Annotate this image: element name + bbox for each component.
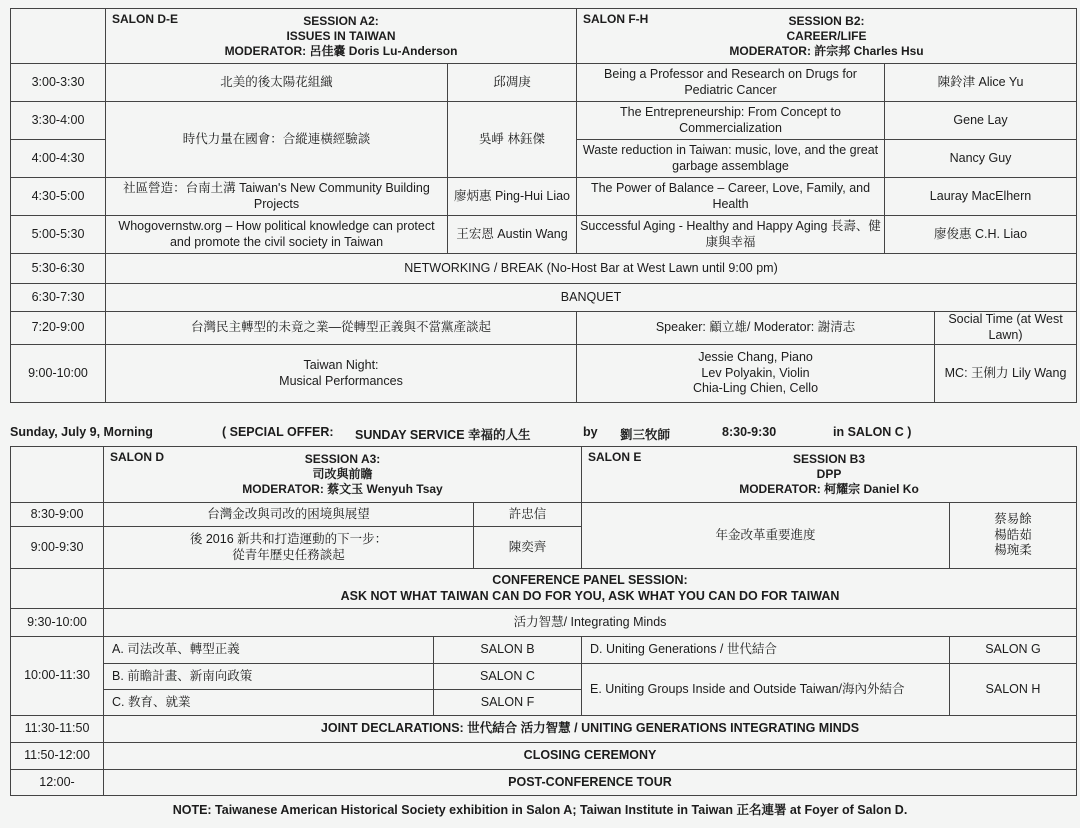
banquet-text: BANQUET [106,284,1077,312]
table-row [11,284,1077,312]
dinner-talk-speaker: Speaker: 顧立雄/ Moderator: 謝清志 [577,312,935,345]
session-a3-header [104,447,582,503]
mc-cell: MC: 王俐力 Lily Wang [935,345,1077,403]
table-row [11,664,1077,690]
closing-ceremony: CLOSING CEREMONY [104,743,1077,770]
a3-topic [104,527,474,569]
b2-topic: Waste reduction in Taiwan: music, love, and the great garbage assemblage [577,140,885,178]
b2-topic: Successful Aging - Healthy and Happy Aging 長壽、健康與幸福 [577,216,885,254]
b2-topic: The Entrepreneurship: From Concept to Commercialization [577,102,885,140]
session-b3-salon: SALON E [588,450,642,464]
b3-speaker: 楊皓茹 [994,527,1032,542]
service-time-box [722,425,776,439]
b3-topic: 年金改革重要進度 [582,503,950,569]
session-b3-title: DPP [816,467,842,481]
b2-topic: The Power of Balance – Career, Love, Family, and Health [577,178,885,216]
time-cell: 9:30-10:00 [11,609,104,637]
time-cell: 4:30-5:00 [11,178,106,216]
breakout-topic: E. Uniting Groups Inside and Outside Taiwan/海內外結合 [582,664,950,716]
time-cell: 3:30-4:00 [11,102,106,140]
a2-topic: 社區營造：台南土溝 Taiwan's New Community Building Projects [106,178,448,216]
session-b2-moderator: MODERATOR: 許宗邦 Charles Hsu [729,43,924,58]
session-a2-label: SESSION A2: [303,13,379,28]
special-offer [222,425,334,439]
time-cell: 7:20-9:00 [11,312,106,345]
table-row [11,64,1077,102]
b2-speaker: 陳鈴津 Alice Yu [885,64,1077,102]
a3-topic-line: 從青年歷史任務談起 [232,547,345,562]
service-label: SUNDAY SERVICE 幸福的人生 [355,428,531,442]
breakout-topic: D. Uniting Generations / 世代結合 [582,637,950,664]
table-row [11,102,1077,140]
b3-speakers [950,503,1077,569]
time-cell: 9:00-10:00 [11,345,106,403]
taiwan-night-title: Taiwan Night: [303,357,379,372]
a2-speaker: 王宏恩 Austin Wang [448,216,577,254]
table-row [11,637,1077,664]
a2-speaker: 吳崢 林鈺傑 [448,102,577,178]
performer: Lev Polyakin, Violin [701,365,810,380]
table-row [11,716,1077,743]
breakout-room: SALON B [434,637,582,664]
breakout-topic: B. 前瞻計畫、新南向政策 [104,664,434,690]
a2-topic: Whogovernstw.org – How political knowledge can protect and promote the civil society in Taiwan [106,216,448,254]
a3-speaker: 許忠信 [474,503,582,527]
b2-speaker: Gene Lay [885,102,1077,140]
time-cell: 9:00-9:30 [11,527,104,569]
time-cell: 11:30-11:50 [11,716,104,743]
taiwan-night-subtitle: Musical Performances [279,373,403,388]
b3-speaker: 楊琬柔 [994,543,1032,558]
taiwan-night [106,345,577,403]
a3-topic: 台灣金改與司改的困境與展望 [104,503,474,527]
a3-topic-line: 後 2016 新共和打造運動的下一步： [189,531,388,546]
integrating-minds: 活力智慧/ Integrating Minds [104,609,1077,637]
a2-speaker: 廖炳惠 Ping-Hui Liao [448,178,577,216]
time-cell: 8:30-9:00 [11,503,104,527]
pastor-box [620,425,670,443]
saturday-schedule-table [10,8,1077,403]
table-row [11,178,1077,216]
session-a2-title: ISSUES IN TAIWAN [286,28,396,43]
performers [577,345,935,403]
breakout-room: SALON F [434,690,582,716]
time-cell: 6:30-7:30 [11,284,106,312]
b3-speaker: 蔡易餘 [994,512,1032,527]
table-row [11,503,1077,527]
time-cell: 3:00-3:30 [11,64,106,102]
session-b2-header [577,9,1077,64]
session-b2-salon: SALON F-H [583,12,649,26]
session-b2-label: SESSION B2: [788,13,865,28]
session-a2-moderator: MODERATOR: 呂佳嚢 Doris Lu-Anderson [224,43,458,58]
session-a3-title: 司改與前瞻 [312,467,373,481]
b2-speaker: 廖俊惠 C.H. Liao [885,216,1077,254]
table-row [11,216,1077,254]
networking-text: NETWORKING / BREAK (No-Host Bar at West Lawn until 9:00 pm) [106,254,1077,284]
sunday-service [355,425,531,443]
panel-session-title [104,569,1077,609]
performer: Jessie Chang, Piano [698,350,813,365]
panel-line-2: ASK NOT WHAT TAIWAN CAN DO FOR YOU, ASK WHAT YOU CAN DO FOR TAIWAN [340,588,840,603]
breakout-topic: C. 教育、就業 [104,690,434,716]
session-b2-title: CAREER/LIFE [786,28,867,43]
footer-note: NOTE: Taiwanese American Historical Society exhibition in Salon A; Taiwan Institute in Taiwan 正名連署 at Foyer of Salon D. [172,803,908,817]
session-b3-label: SESSION B3 [792,452,866,466]
table-row [11,345,1077,403]
time-cell: 12:00- [11,770,104,796]
breakout-room: SALON H [950,664,1077,716]
sunday-schedule-table [10,446,1077,796]
pastor-name: 劉三牧師 [620,428,671,442]
table-row [11,569,1077,609]
time-cell: 5:00-5:30 [11,216,106,254]
b2-speaker: Nancy Guy [885,140,1077,178]
sunday-heading [10,425,153,439]
sunday-day: Sunday, July 9, Morning [10,425,153,439]
table-row [11,312,1077,345]
time-cell: 11:50-12:00 [11,743,104,770]
session-a3-salon: SALON D [110,450,164,464]
session-a3-label: SESSION A3: [304,452,381,466]
a2-speaker: 邱凋庚 [448,64,577,102]
session-b3-header [582,447,1077,503]
post-conference-tour: POST-CONFERENCE TOUR [104,770,1077,796]
b2-speaker: Lauray MacElhern [885,178,1077,216]
service-location-box [833,425,911,439]
time-cell: 10:00-11:30 [11,637,104,716]
b2-topic: Being a Professor and Research on Drugs for Pediatric Cancer [577,64,885,102]
table-row [11,743,1077,770]
session-b3-moderator: MODERATOR: 柯耀宗 Daniel Ko [739,482,919,496]
offer-label: ( SEPCIAL OFFER: [222,425,334,439]
by-label-box [583,425,598,439]
a2-topic: 時代力量在國會：合縱連橫經驗談 [106,102,448,178]
by-label: by [583,425,598,439]
session-a2-salon: SALON D-E [112,12,178,26]
session-a3-moderator: MODERATOR: 蔡文玉 Wenyuh Tsay [242,482,443,496]
service-location: in SALON C ) [833,425,912,439]
breakout-topic: A. 司法改革、轉型正義 [104,637,434,664]
performer: Chia-Ling Chien, Cello [692,381,819,396]
breakout-room: SALON G [950,637,1077,664]
table-row [11,254,1077,284]
breakout-room: SALON C [434,664,582,690]
social-time: Social Time (at West Lawn) [935,312,1077,345]
panel-line-1: CONFERENCE PANEL SESSION: [492,572,688,587]
session-a2-header [106,9,577,64]
a2-topic: 北美的後太陽花組織 [106,64,448,102]
time-cell: 5:30-6:30 [11,254,106,284]
table-row [11,609,1077,637]
a3-speaker: 陳奕齊 [474,527,582,569]
joint-declarations: JOINT DECLARATIONS: 世代結合 活力智慧 / UNITING GENERATIONS INTEGRATING MINDS [104,716,1077,743]
table-row [11,770,1077,796]
time-cell: 4:00-4:30 [11,140,106,178]
dinner-talk-topic: 台灣民主轉型的未竟之業—從轉型正義與不當黨產談起 [106,312,577,345]
service-time: 8:30-9:30 [722,425,777,439]
